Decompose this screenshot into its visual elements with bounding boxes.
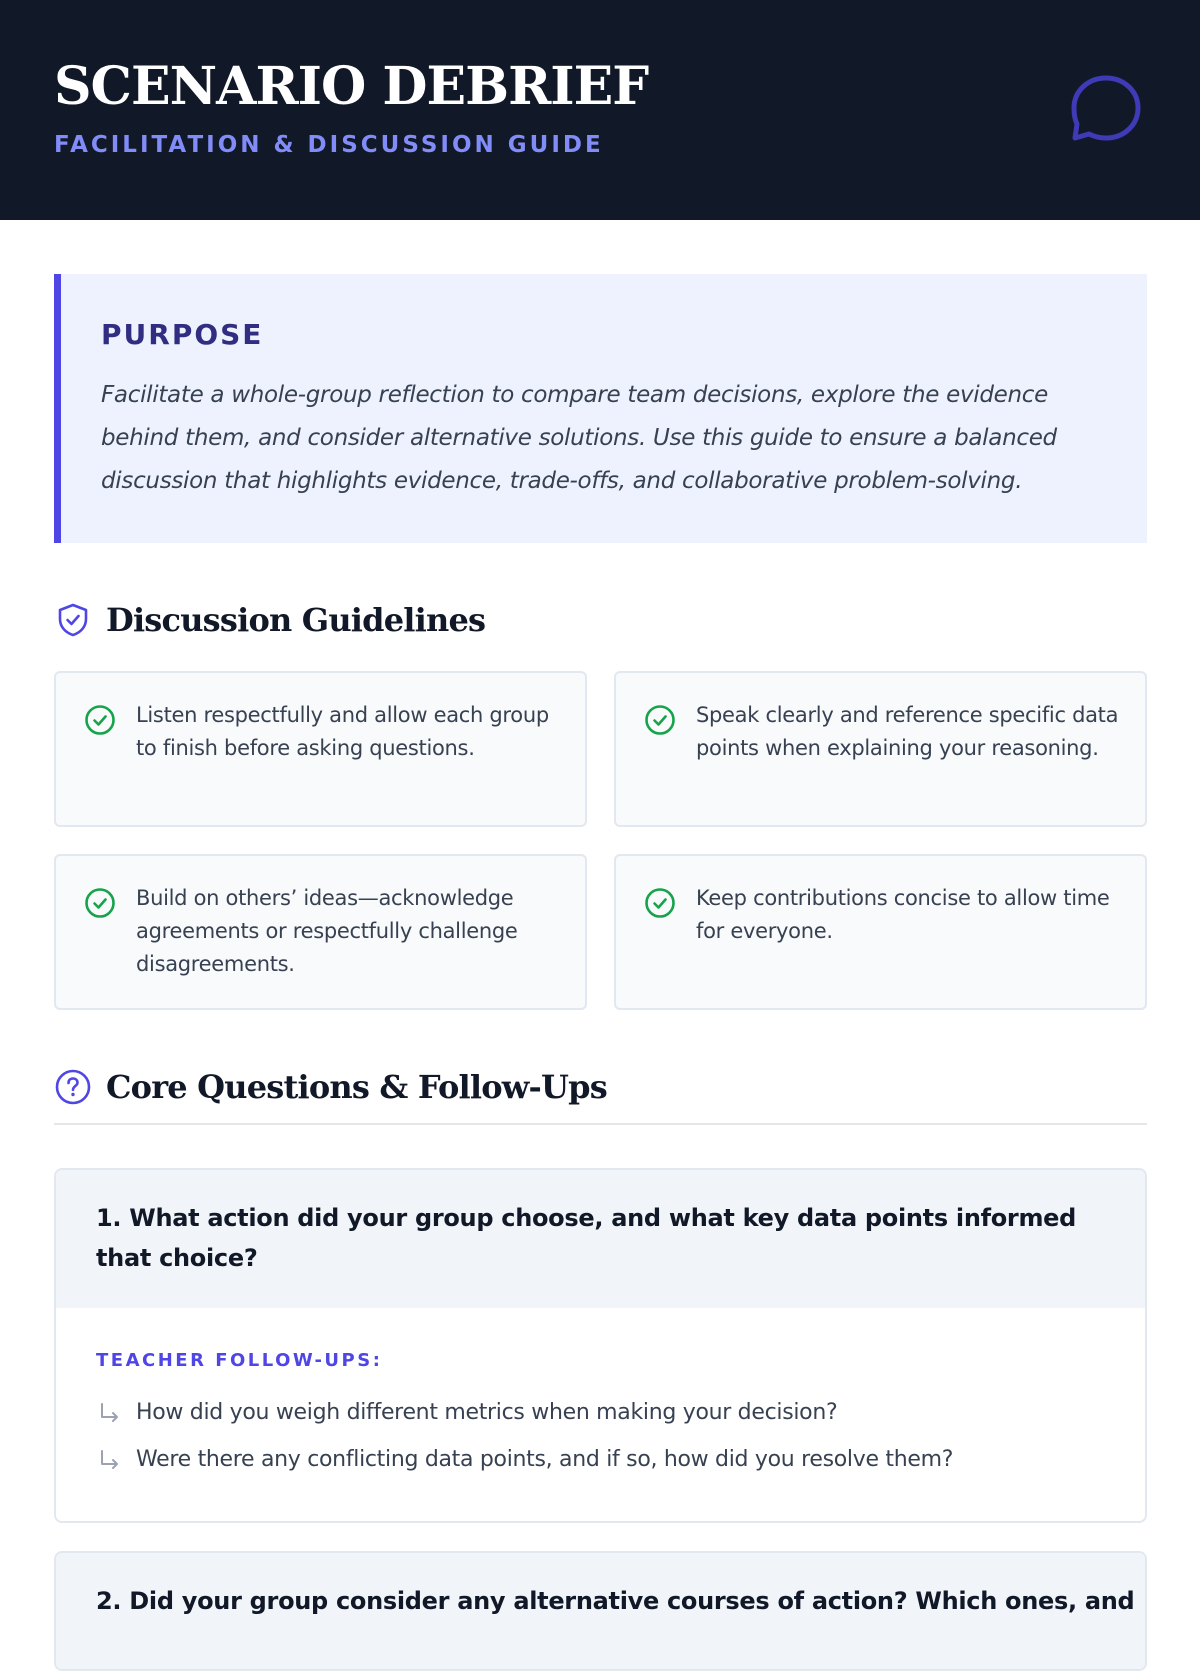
purpose-text: Facilitate a whole-group reflection to compare team decisions, explore the evidence behind them, and consider alternative solutions. Use this guide to ensure a balanced discussion that highlights evidence, trade-offs, and collaborative problem-solving. [101,382,1057,494]
guideline-card [54,671,587,827]
purpose-label: PURPOSE [101,318,264,351]
guideline-text: Keep contributions concise to allow time for everyone. [696,886,1110,943]
question-text: 2. Did your group consider any alternative courses of action? Which ones, and [56,1553,1145,1671]
return-arrow-icon [96,1447,122,1473]
return-arrow-icon [96,1400,122,1426]
followup-text: How did you weigh different metrics when making your decision? [136,1400,838,1425]
page-title: SCENARIO DEBRIEF [54,56,649,117]
page-header [0,0,1200,220]
question-text: 1. What action did your group choose, and what key data points informed that choice? [56,1170,1145,1308]
guideline-card [54,854,587,1010]
followup-text: Were there any conflicting data points, and if so, how did you resolve them? [136,1447,954,1472]
followup-item [96,1436,1105,1483]
question-card [54,1551,1147,1671]
guidelines-section-header [54,601,485,639]
guidelines-heading: Discussion Guidelines [106,601,486,639]
question-circle-icon [54,1068,92,1106]
section-divider [54,1123,1147,1125]
followups-label: TEACHER FOLLOW-UPS: [96,1350,383,1371]
followups-panel [56,1308,1145,1521]
page-subtitle: FACILITATION & DISCUSSION GUIDE [54,132,604,158]
check-circle-icon [643,886,677,920]
followup-item [96,1389,1105,1436]
chat-bubble-icon [1066,70,1146,150]
guideline-card [614,854,1147,1010]
guideline-card [614,671,1147,827]
purpose-callout [54,274,1147,543]
guideline-text: Listen respectfully and allow each group to finish before asking questions. [136,703,549,760]
questions-heading: Core Questions & Follow-Ups [106,1068,607,1106]
question-card [54,1168,1147,1523]
check-circle-icon [643,703,677,737]
guideline-text: Build on others’ ideas—acknowledge agreements or respectfully challenge disagreements. [136,886,518,976]
guideline-text: Speak clearly and reference specific data points when explaining your reasoning. [696,703,1119,760]
questions-section-header [54,1068,607,1106]
check-circle-icon [83,703,117,737]
check-circle-icon [83,886,117,920]
shield-check-icon [54,601,92,639]
